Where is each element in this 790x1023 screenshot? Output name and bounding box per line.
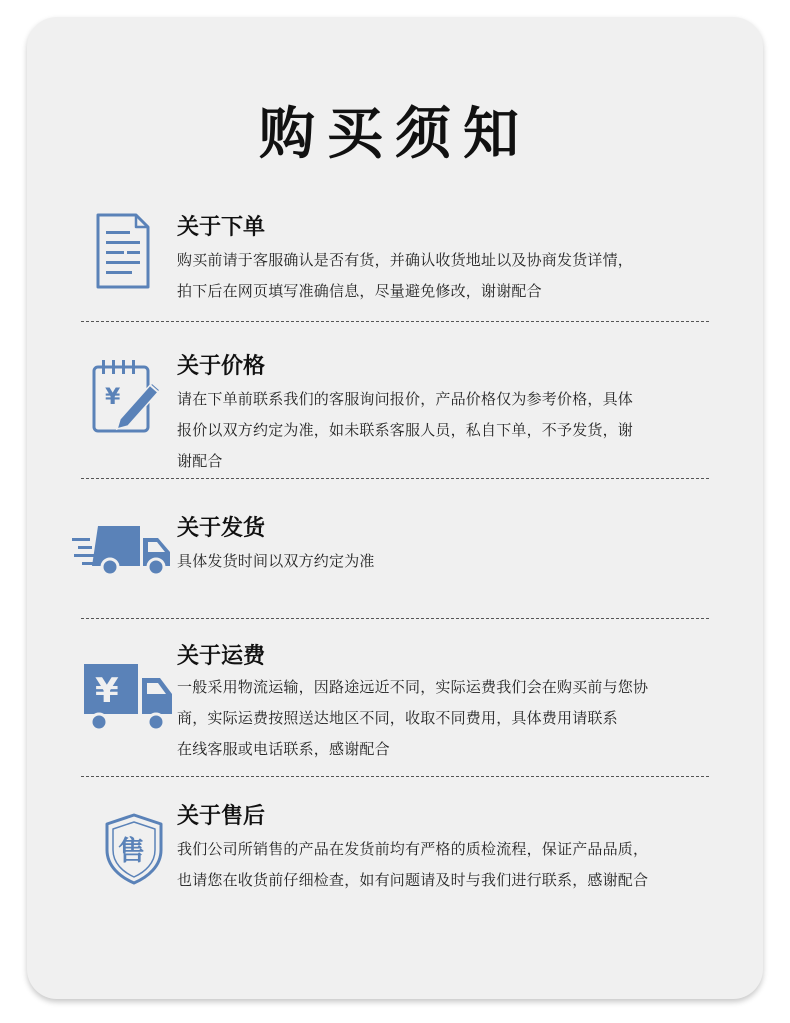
section-text-line: 具体发货时间以双方约定为准 <box>177 552 375 570</box>
section-text-line: 我们公司所销售的产品在发货前均有严格的质检流程，保证产品品质， <box>177 840 649 858</box>
section-text-line: 在线客服或电话联系，感谢配合 <box>177 740 390 758</box>
price-edit-icon <box>90 357 166 441</box>
section-text-line: 一般采用物流运输，因路途远近不同，实际运费我们会在购买前与您协 <box>177 678 649 696</box>
section-text-line: 报价以双方约定为准，如未联系客服人员，私自下单，不予发货，谢 <box>177 421 634 439</box>
section-text-line: 拍下后在网页填写准确信息，尽量避免修改，谢谢配合 <box>177 282 542 300</box>
document-list-icon <box>95 212 151 294</box>
section-text-line: 也请您在收货前仔细检查，如有问题请及时与我们进行联系，感谢配合 <box>177 871 649 889</box>
section-title: 关于价格 <box>177 354 266 379</box>
section-text-line: 商，实际运费按照送达地区不同，收取不同费用，具体费用请联系 <box>177 709 618 727</box>
dashed-divider <box>81 321 709 322</box>
section-title: 关于售后 <box>177 804 266 829</box>
section-text-line: 谢配合 <box>177 452 223 470</box>
section-title: 关于运费 <box>177 644 266 669</box>
dashed-divider <box>81 618 709 619</box>
fast-truck-icon <box>70 520 174 582</box>
page-title: 购买须知 <box>259 102 531 167</box>
svg-text:¥: ¥ <box>95 671 119 711</box>
section-title: 关于下单 <box>177 215 266 240</box>
svg-text:¥: ¥ <box>105 385 121 410</box>
section-text-line: 购买前请于客服确认是否有货，并确认收货地址以及协商发货详情， <box>177 251 634 269</box>
after-sale-shield-icon <box>104 812 164 890</box>
section-text-line: 请在下单前联系我们的客服询问报价，产品价格仅为参考价格，具体 <box>177 390 634 408</box>
dashed-divider <box>81 776 709 777</box>
svg-text:售: 售 <box>118 836 145 867</box>
section-title: 关于发货 <box>177 516 266 541</box>
yuan-truck-icon <box>82 662 174 738</box>
dashed-divider <box>81 478 709 479</box>
